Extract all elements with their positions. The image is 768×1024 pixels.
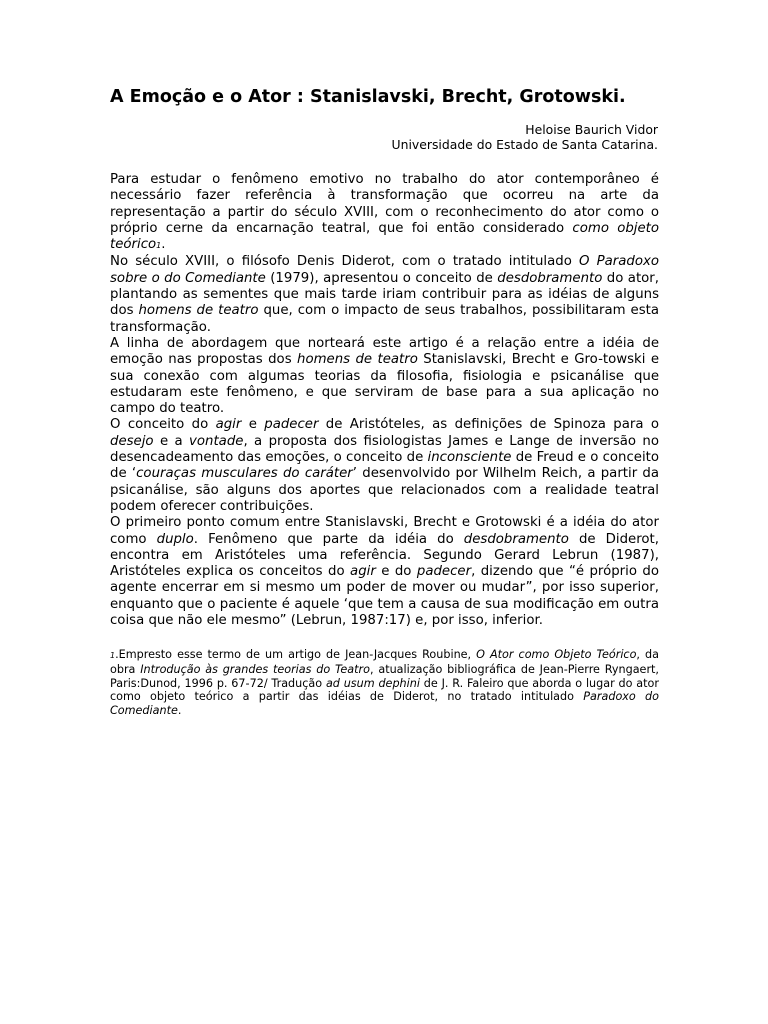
text-run: Para estudar o fenômeno emotivo no trabalho do ator contemporâneo é necessário fazer referência à transformação que ocorreu na arte da representação a partir do século XVIII, com o reconhecimento do ator como o próprio cerne da encarnação teatral, que foi então considerado (110, 172, 659, 236)
paragraph-5 (110, 515, 659, 629)
italic-run: homens de teatro (138, 303, 259, 319)
italic-run: desdobramento (497, 270, 603, 286)
text-run: de Diderot, encontra em Aristóteles uma referência. Segundo Gerard Lebrun (1987), Aristóteles explica os conceitos do (110, 531, 659, 580)
text-run: , a proposta dos fisiologistas James e Lange de inversão no desencadeamento das emoções, o conceito de (110, 433, 659, 466)
italic-run: O Ator como Objeto Teórico (476, 648, 637, 662)
text-run: . (177, 703, 182, 717)
text-run: e do (375, 564, 417, 580)
footnote-1 (110, 648, 659, 717)
text-run: de Freud e o conceito de ‘ (110, 450, 659, 482)
paragraph-3 (110, 336, 659, 417)
text-run: do ator, plantando as sementes que mais tarde iriam contribuir para as idéias de alguns dos (110, 270, 659, 319)
italic-run: agir (350, 564, 376, 580)
italic-run: padecer (416, 564, 472, 580)
paragraph-4 (110, 417, 659, 515)
italic-run: homens de teatro (297, 352, 418, 368)
italic-run: padecer (264, 417, 319, 433)
italic-run: como objeto teórico (110, 220, 660, 253)
text-run: que, com o impacto de seus trabalhos, possibilitaram esta transformação. (110, 303, 660, 335)
text-run: A linha de abordagem que norteará este artigo é a relação entre a idéia de emoção nas propostas dos (110, 335, 659, 368)
italic-run: Introdução às grandes teorias do Teatro (140, 662, 370, 676)
paragraph-1 (110, 172, 659, 254)
text-run: No século XVIII, o filósofo Denis Diderot, com o tratado intitulado (110, 254, 579, 270)
italic-run: Paradoxo do Comediante (110, 690, 659, 717)
text-run: de Aristóteles, as definições de Spinoza para o (318, 417, 659, 433)
text-run: e a (153, 433, 190, 449)
italic-run: ad usum dephini (325, 676, 420, 690)
italic-run: vontade (189, 433, 244, 449)
text-run: Stanislavski, Brecht e Gro-towski e sua conexão com algumas teorias da filosofia, fisiologia e psicanálise que estudaram este fenômeno, e que serviram de base para a sua aplicação no campo do teatro. (110, 352, 659, 417)
text-run: O primeiro ponto comum entre Stanislavski, Brecht e Grotowski é a idéia do ator como (110, 515, 659, 547)
text-run: , atualização bibliográfica de Jean-Pierre Ryngaert, Paris:Dunod, 1996 p. 67-72/ Tradução (110, 662, 659, 690)
paragraph-2 (110, 254, 659, 335)
text-run: . (161, 237, 166, 253)
text-run: .Empresto esse termo de um artigo de Jean-Jacques Roubine, (115, 648, 477, 662)
text-run: . Fenômeno que parte da idéia do (193, 531, 464, 547)
author-block (110, 122, 658, 152)
italic-run: O Paradoxo sobre o do Comediante (110, 254, 659, 286)
footnote-reference[interactable]: 1 (156, 241, 162, 251)
text-run: ’ desenvolvido por Wilhelm Reich, a partir da psicanálise, são alguns dos aportes que relacionados com a realidade teatral podem oferecer contribuições. (110, 466, 660, 514)
text-run: , da obra (110, 648, 659, 676)
text-run: O conceito do (110, 417, 216, 433)
text-run: e (241, 417, 265, 433)
footnote-mark: 1 (110, 651, 116, 661)
text-run: (1979), apresentou o conceito de (265, 270, 498, 286)
document-title: A Emoção e o Ator : Stanislavski, Brecht, Grotowski. (110, 87, 626, 107)
document-page (110, 86, 659, 717)
italic-run: couraças musculares do caráter (136, 466, 353, 482)
italic-run: desejo (110, 433, 154, 449)
italic-run: agir (215, 417, 242, 433)
text-run: , dizendo que “é próprio do agente encerrar em si mesmo um poder de mover ou mudar”, por isso superior, enquanto que o paciente é aquele ‘que tem a causa de sua modificação em outra coisa que não ele mesmo” (Lebrun, 1987:17) e, por isso, inferior. (110, 564, 659, 629)
italic-run: desdobramento (463, 531, 569, 547)
author-affiliation: Universidade do Estado de Santa Catarina. (391, 137, 658, 152)
italic-run: inconsciente (427, 450, 512, 466)
author-name: Heloise Baurich Vidor (525, 122, 658, 137)
italic-run: duplo (156, 531, 194, 547)
text-run: de J. R. Faleiro que aborda o lugar do ator como objeto teórico a partir das idéias de Diderot, no tratado intitulado (110, 676, 659, 704)
article-body (110, 172, 659, 629)
